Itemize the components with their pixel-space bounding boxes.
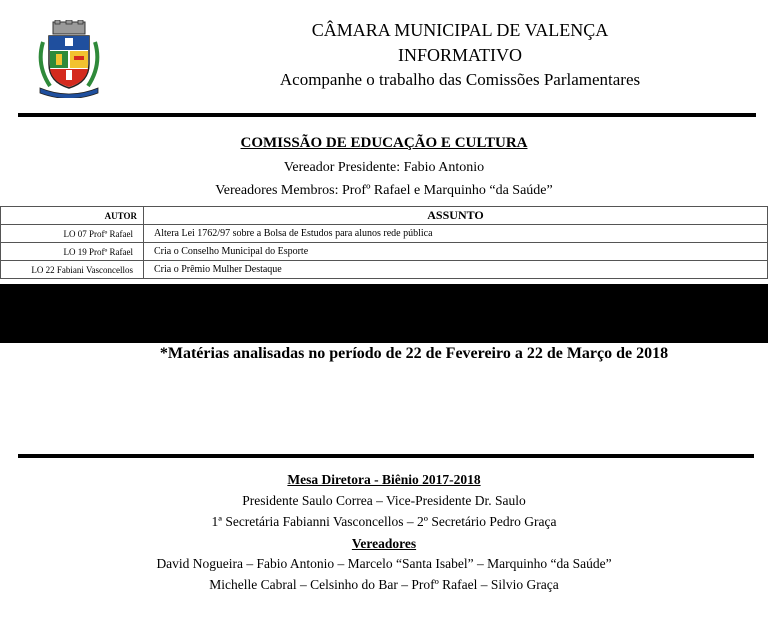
mesa-diretora-title bbox=[0, 472, 768, 488]
table-cell-autor: LO 07 Profº Rafael bbox=[1, 225, 144, 243]
commission-title bbox=[0, 135, 768, 152]
table-row bbox=[1, 225, 768, 243]
period-note: *Matérias analisadas no período de 22 de Fevereiro a 22 de Março de 2018 bbox=[159, 345, 669, 362]
header-divider bbox=[18, 113, 756, 117]
table-row bbox=[1, 243, 768, 261]
mesa-diretora-line: Presidente Saulo Correa – Vice-Presidente Dr. Saulo bbox=[242, 493, 526, 508]
vereadores-title-text: Vereadores bbox=[351, 536, 417, 551]
matters-table bbox=[0, 206, 768, 279]
commission-members: Vereadores Membros: Profº Rafael e Marquinho “da Saúde” bbox=[215, 183, 553, 198]
table-cell-assunto: Altera Lei 1762/97 sobre a Bolsa de Estudos para alunos rede pública bbox=[144, 225, 768, 243]
vereadores-title bbox=[0, 536, 768, 552]
coat-of-arms-icon bbox=[34, 20, 104, 98]
page-tagline: Acompanhe o trabalho das Comissões Parlamentares bbox=[279, 70, 641, 89]
table-cell-assunto: Cria o Conselho Municipal do Esporte bbox=[144, 243, 768, 261]
table-header-row bbox=[1, 207, 768, 225]
vereadores-line: Michelle Cabral – Celsinho do Bar – Profº Rafael – Silvio Graça bbox=[209, 577, 559, 592]
table-cell-autor: LO 19 Profº Rafael bbox=[1, 243, 144, 261]
vereadores-line: David Nogueira – Fabio Antonio – Marcelo “Santa Isabel” – Marquinho “da Saúde” bbox=[156, 556, 612, 571]
commission-president: Vereador Presidente: Fabio Antonio bbox=[283, 160, 485, 175]
page-title: CÂMARA MUNICIPAL DE VALENÇA bbox=[311, 20, 609, 40]
table-row bbox=[1, 261, 768, 279]
commission-title-text: COMISSÃO DE EDUCAÇÃO E CULTURA bbox=[240, 135, 528, 151]
table-cell-autor: LO 22 Fabiani Vasconcellos bbox=[1, 261, 144, 279]
page-subtitle: INFORMATIVO bbox=[397, 45, 522, 65]
redaction-bar bbox=[0, 284, 768, 343]
footer-divider bbox=[18, 454, 754, 458]
autor-header: AUTOR bbox=[1, 207, 144, 225]
table-cell-assunto: Cria o Prêmio Mulher Destaque bbox=[144, 261, 768, 279]
mesa-diretora-title-text: Mesa Diretora - Biênio 2017-2018 bbox=[287, 472, 481, 487]
assunto-header: ASSUNTO bbox=[144, 207, 768, 225]
mesa-diretora-line: 1ª Secretária Fabianni Vasconcellos – 2º Secretário Pedro Graça bbox=[211, 514, 557, 529]
